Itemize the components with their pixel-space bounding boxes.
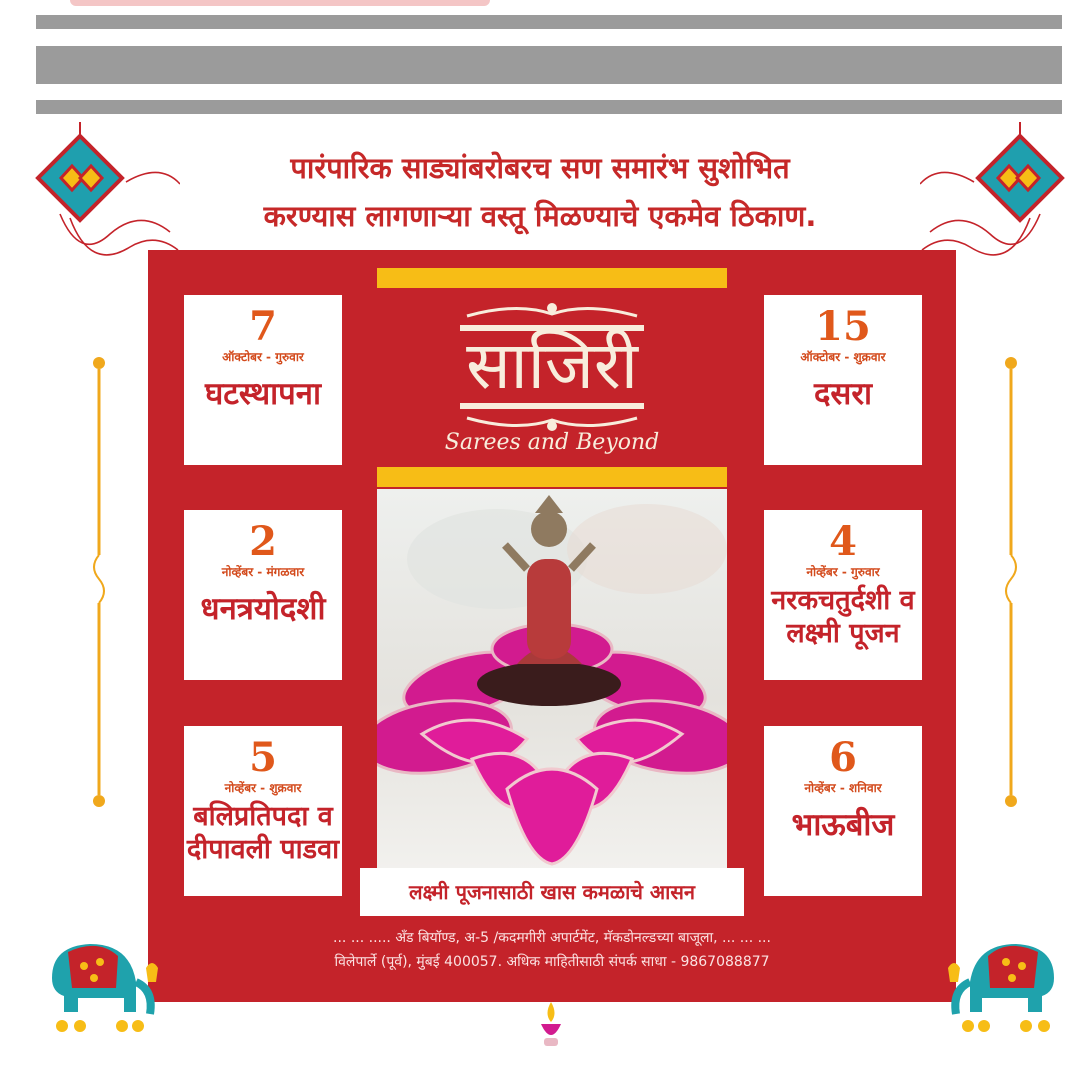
event-date: 4 (829, 518, 857, 565)
event-date: 5 (249, 734, 277, 781)
event-date: 2 (249, 518, 277, 565)
product-caption: लक्ष्मी पूजनासाठी खास कमळाचे आसन (360, 868, 744, 916)
event-card-balipratipada (184, 726, 342, 896)
event-card-narakchaturdashi (764, 510, 922, 680)
event-card-ghatasthapana (184, 295, 342, 465)
event-card-bhaubeej (764, 726, 922, 896)
product-photo (377, 489, 727, 871)
event-date: 15 (815, 303, 871, 350)
event-card-dasara (764, 295, 922, 465)
event-name-line-1: नरकचतुर्दशी व (771, 585, 915, 616)
address-line-2: विलेपार्ले (पूर्व), मुंबई 400057. अधिक माहितीसाठी संपर्क साधा - 9867088877 (334, 954, 770, 970)
top-stripe (36, 15, 1062, 29)
event-day: नोव्हेंबर - मंगळवार (221, 565, 305, 579)
side-ornament (88, 355, 110, 810)
event-name: भाऊबीज (791, 807, 895, 843)
logo-top-bar (377, 268, 727, 288)
event-name-line-2: लक्ष्मी पूजन (786, 618, 900, 649)
event-day: ऑक्टोबर - शुक्रवार (800, 350, 886, 364)
event-day: ऑक्टोबर - गुरुवार (222, 350, 304, 364)
event-name-line-1: बलिप्रतिपदा व (193, 801, 333, 832)
diya-icon (538, 1000, 564, 1050)
logo-bottom-bar (377, 467, 727, 487)
side-ornament (1000, 355, 1022, 810)
event-date: 6 (829, 734, 857, 781)
middle-stripe (36, 46, 1062, 84)
event-day: नोव्हेंबर - शनिवार (804, 781, 882, 795)
event-day: नोव्हेंबर - गुरुवार (806, 565, 880, 579)
event-card-dhantrayodashi (184, 510, 342, 680)
brand-name: साजिरी (466, 327, 638, 404)
bottom-stripe (36, 100, 1062, 114)
event-name: घटस्थापना (204, 376, 322, 412)
event-date: 7 (249, 303, 277, 350)
elephant-icon (944, 938, 1068, 1034)
event-name: धनत्रयोदशी (200, 591, 326, 627)
top-pill-decoration (70, 0, 490, 6)
heading-line-1: पारंपारिक साड्यांबरोबरच सण समारंभ सुशोभित (290, 151, 790, 185)
event-day: नोव्हेंबर - शुक्रवार (224, 781, 302, 795)
brand-logo (377, 288, 727, 462)
address-line-1: ... ... ..... अँड बियॉण्ड, अ-5 /कदमगीरी अपार्टमेंट, मॅकडोनल्डच्या बाजूला, ... ... ... (333, 930, 771, 946)
event-name-line-2: दीपावली पाडवा (186, 834, 340, 865)
brand-tagline: Sarees and Beyond (444, 430, 660, 455)
event-name: दसरा (813, 376, 873, 412)
elephant-icon (38, 938, 162, 1034)
lotus-icon (377, 489, 727, 871)
heading-line-2: करण्यास लागणाऱ्या वस्तू मिळण्याचे एकमेव ठिकाण. (263, 199, 817, 233)
